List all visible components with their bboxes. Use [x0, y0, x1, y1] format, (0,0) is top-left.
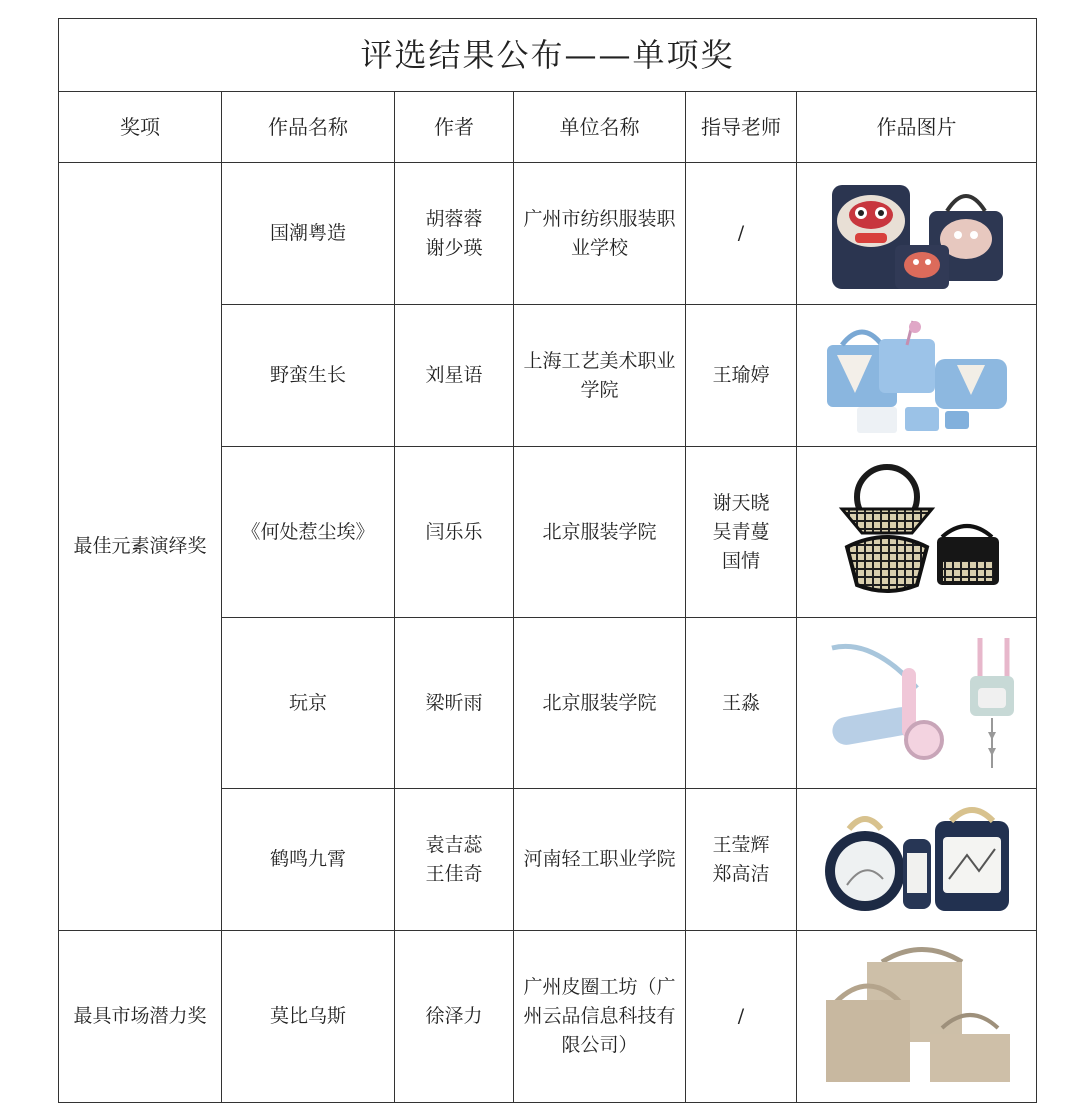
header-unit: 单位名称 — [514, 92, 686, 163]
pastel-tube-bags-image — [812, 628, 1022, 778]
author-line: 袁吉蕊 — [425, 833, 483, 856]
header-work-name: 作品名称 — [222, 92, 395, 163]
unit-name: 北京服装学院 — [514, 447, 686, 618]
author: 刘星语 — [395, 305, 514, 447]
award-best-element: 最佳元素演绎奖 — [59, 163, 222, 931]
table-row — [59, 931, 1037, 1103]
author — [395, 163, 514, 305]
results-table — [58, 18, 1037, 1103]
teacher-line: 郑高洁 — [712, 862, 770, 885]
teacher: / — [686, 163, 797, 305]
beige-felt-bags-image — [812, 942, 1022, 1092]
unit-name: 广州皮圈工坊（广州云品信息科技有限公司） — [514, 931, 686, 1103]
unit-name: 河南轻工职业学院 — [514, 789, 686, 931]
header-row — [59, 92, 1037, 163]
results-sheet — [58, 18, 1036, 1108]
work-name: 鹤鸣九霄 — [222, 789, 395, 931]
page-title: 评选结果公布——单项奖 — [59, 19, 1037, 92]
work-name: 莫比乌斯 — [222, 931, 395, 1103]
teacher-line: 国情 — [721, 549, 760, 572]
blue-floral-bags-image — [817, 315, 1017, 437]
header-award: 奖项 — [59, 92, 222, 163]
author — [395, 789, 514, 931]
table-row — [59, 163, 1037, 305]
author-line: 王佳奇 — [425, 862, 483, 885]
teacher: / — [686, 931, 797, 1103]
teacher-line: 吴青蔓 — [712, 520, 770, 543]
work-name: 野蛮生长 — [222, 305, 395, 447]
header-author: 作者 — [395, 92, 514, 163]
author: 徐泽力 — [395, 931, 514, 1103]
author: 闫乐乐 — [395, 447, 514, 618]
work-name: 国潮粤造 — [222, 163, 395, 305]
author-line: 胡蓉蓉 — [425, 207, 483, 230]
unit-name: 北京服装学院 — [514, 618, 686, 789]
teacher: 王淼 — [686, 618, 797, 789]
crane-painted-bags-image — [817, 799, 1017, 921]
woven-black-bags-image — [817, 457, 1017, 607]
unit-name: 上海工艺美术职业学院 — [514, 305, 686, 447]
teacher-line: 谢天晓 — [712, 491, 770, 514]
teacher — [686, 789, 797, 931]
author-line: 谢少瑛 — [425, 236, 483, 259]
header-image: 作品图片 — [797, 92, 1037, 163]
header-teacher: 指导老师 — [686, 92, 797, 163]
work-name: 《何处惹尘埃》 — [222, 447, 395, 618]
award-market-potential: 最具市场潜力奖 — [59, 931, 222, 1103]
lion-dance-bags-image — [817, 173, 1017, 295]
work-name: 玩京 — [222, 618, 395, 789]
teacher-line: 王莹辉 — [712, 833, 770, 856]
teacher: 王瑜婷 — [686, 305, 797, 447]
teacher — [686, 447, 797, 618]
author: 梁昕雨 — [395, 618, 514, 789]
unit-name: 广州市纺织服装职业学校 — [514, 163, 686, 305]
